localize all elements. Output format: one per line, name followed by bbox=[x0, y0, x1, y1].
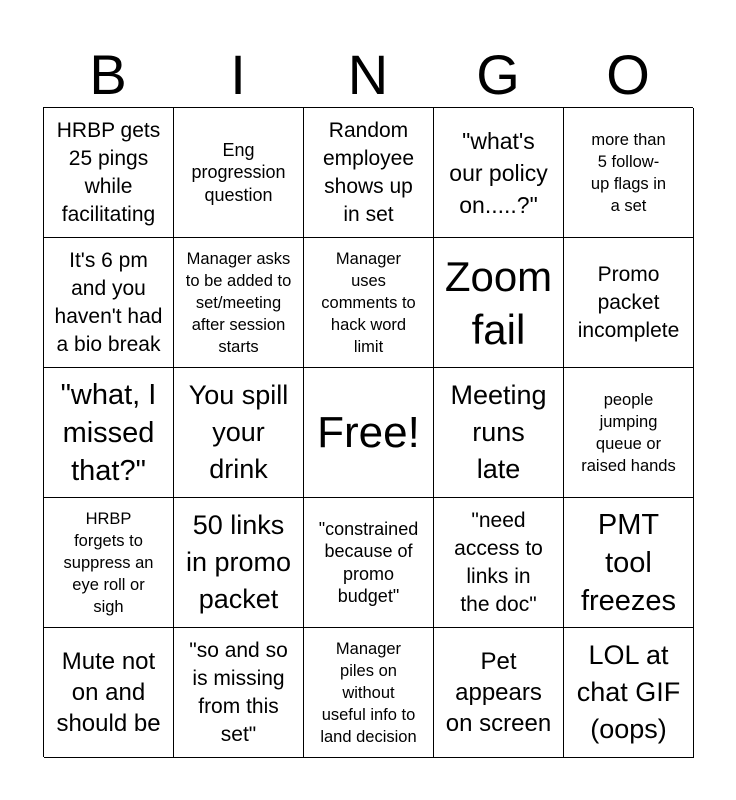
bingo-cell[interactable] bbox=[564, 238, 694, 368]
cell-text: Manager uses comments to hack word limit bbox=[321, 249, 416, 356]
bingo-header bbox=[43, 40, 693, 110]
cell-text: Pet appears on screen bbox=[445, 648, 552, 737]
cell-text: HRBP gets 25 pings while facilitating bbox=[56, 118, 161, 226]
cell-text: LOL at chat GIF (oops) bbox=[576, 640, 681, 744]
cell-text: Eng progression question bbox=[191, 139, 286, 205]
cell-text: Meeting runs late bbox=[450, 380, 547, 484]
cell-text: Random employee shows up in set bbox=[322, 118, 415, 226]
cell-text: "what's our policy on.....?" bbox=[449, 127, 548, 218]
bingo-cell[interactable] bbox=[564, 108, 694, 238]
bingo-cell[interactable] bbox=[174, 498, 304, 628]
bingo-cell[interactable] bbox=[304, 238, 434, 368]
bingo-cell[interactable] bbox=[174, 368, 304, 498]
cell-text: Manager piles on without useful info to land decision bbox=[320, 639, 417, 746]
bingo-cell[interactable] bbox=[434, 368, 564, 498]
cell-text: Zoom fail bbox=[444, 252, 553, 353]
bingo-cell[interactable] bbox=[44, 498, 174, 628]
cell-text: HRBP forgets to suppress an eye roll or sigh bbox=[63, 509, 154, 616]
bingo-cell[interactable] bbox=[304, 498, 434, 628]
bingo-cell[interactable] bbox=[44, 628, 174, 758]
bingo-cell[interactable] bbox=[564, 628, 694, 758]
bingo-cell[interactable] bbox=[434, 108, 564, 238]
cell-text: more than 5 follow- up flags in a set bbox=[590, 130, 667, 215]
cell-text: PMT tool freezes bbox=[580, 508, 677, 617]
free-space-cell[interactable] bbox=[304, 368, 434, 498]
cell-text: "constrained because of promo budget" bbox=[318, 518, 419, 606]
cell-text: Mute not on and should be bbox=[56, 648, 161, 737]
cell-text: "need access to links in the doc" bbox=[454, 508, 543, 616]
cell-text: Manager asks to be added to set/meeting after session starts bbox=[185, 249, 292, 356]
bingo-cell[interactable] bbox=[44, 108, 174, 238]
bingo-cell[interactable] bbox=[44, 238, 174, 368]
bingo-cell[interactable] bbox=[564, 498, 694, 628]
header-letter-b: B bbox=[89, 43, 127, 106]
cell-text: Promo packet incomplete bbox=[577, 262, 680, 342]
header-letter-g: G bbox=[476, 43, 520, 106]
cell-text: "so and so is missing from this set" bbox=[189, 638, 288, 746]
bingo-cell[interactable] bbox=[304, 108, 434, 238]
cell-text: Free! bbox=[317, 407, 420, 457]
bingo-cell[interactable] bbox=[434, 238, 564, 368]
bingo-cell[interactable] bbox=[304, 628, 434, 758]
cell-text: "what, I missed that?" bbox=[60, 378, 157, 487]
bingo-cell[interactable] bbox=[434, 628, 564, 758]
cell-text: people jumping queue or raised hands bbox=[581, 390, 676, 475]
bingo-cell[interactable] bbox=[174, 108, 304, 238]
bingo-cell[interactable] bbox=[564, 368, 694, 498]
cell-text: 50 links in promo packet bbox=[185, 510, 292, 614]
bingo-cell[interactable] bbox=[434, 498, 564, 628]
header-letter-i: I bbox=[230, 43, 246, 106]
header-letter-o: O bbox=[606, 43, 650, 106]
bingo-grid bbox=[43, 107, 693, 757]
bingo-cell[interactable] bbox=[174, 238, 304, 368]
bingo-cell[interactable] bbox=[44, 368, 174, 498]
header-letter-n: N bbox=[347, 43, 389, 106]
bingo-cell[interactable] bbox=[174, 628, 304, 758]
cell-text: It's 6 pm and you haven't had a bio break bbox=[54, 248, 163, 356]
cell-text: You spill your drink bbox=[188, 380, 289, 484]
